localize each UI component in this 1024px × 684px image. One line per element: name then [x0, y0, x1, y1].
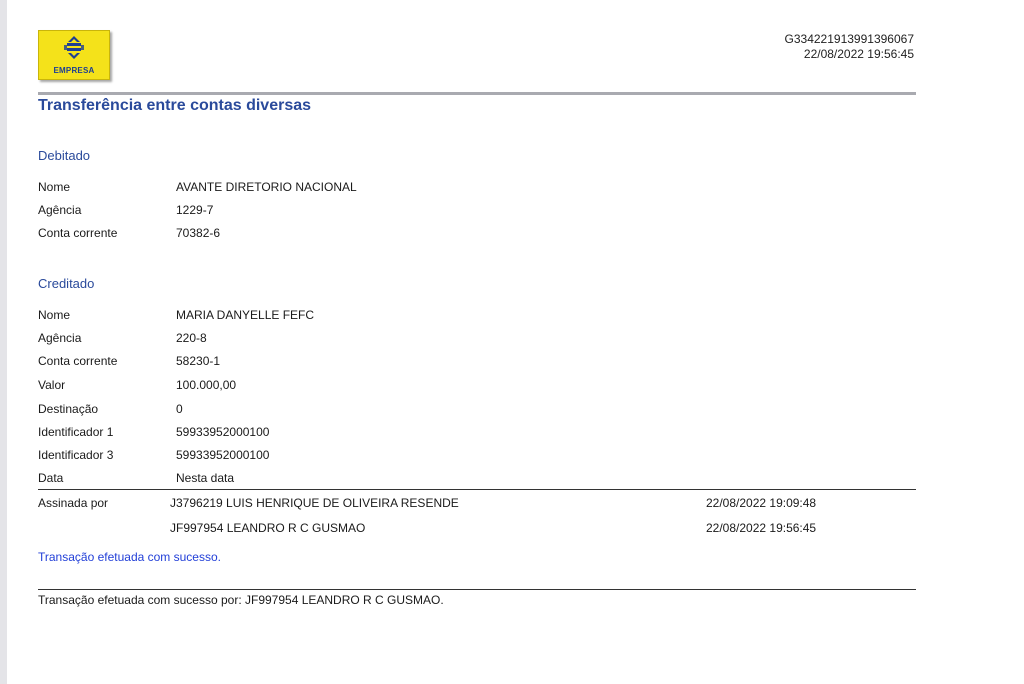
signature-datetime: 22/08/2022 19:56:45	[706, 521, 817, 535]
field-value: 1229-7	[176, 203, 214, 217]
document-datetime: 22/08/2022 19:56:45	[803, 47, 914, 61]
bb-symbol-icon	[61, 35, 87, 61]
title-divider	[38, 92, 916, 95]
page-title: Transferência entre contas diversas	[38, 97, 312, 114]
field-label: Conta corrente	[38, 226, 118, 240]
signer-name: JF997954 LEANDRO R C GUSMAO	[170, 521, 366, 535]
section-title-debitado: Debitado	[38, 148, 91, 163]
field-label: Conta corrente	[38, 354, 118, 368]
logo-label: EMPRESA	[53, 66, 95, 75]
field-value: 0	[176, 402, 183, 416]
signature-datetime: 22/08/2022 19:09:48	[706, 496, 817, 510]
field-value: 59933952000100	[176, 425, 270, 439]
field-value: 100.000,00	[176, 378, 237, 392]
bank-logo	[38, 30, 110, 80]
document-code: G334221913991396067	[784, 32, 914, 46]
field-value: 58230-1	[176, 354, 221, 368]
field-label: Nome	[38, 308, 71, 322]
field-value: MARIA DANYELLE FEFC	[176, 308, 315, 322]
page-left-edge	[0, 0, 7, 684]
field-label: Nome	[38, 180, 71, 194]
field-label: Valor	[38, 378, 66, 392]
signer-name: J3796219 LUIS HENRIQUE DE OLIVEIRA RESENDE	[170, 496, 459, 510]
field-value: AVANTE DIRETORIO NACIONAL	[176, 180, 357, 194]
field-label: Data	[38, 471, 64, 485]
signatures-label: Assinada por	[38, 496, 109, 510]
field-label: Identificador 3	[38, 448, 114, 462]
status-message: Transação efetuada com sucesso.	[38, 550, 221, 564]
section-title-creditado: Creditado	[38, 276, 95, 291]
field-label: Destinação	[38, 402, 99, 416]
document-header-info	[785, 32, 914, 62]
field-label: Agência	[38, 331, 82, 345]
field-label: Identificador 1	[38, 425, 114, 439]
field-label: Agência	[38, 203, 82, 217]
field-value: 220-8	[176, 331, 207, 345]
signatures-divider	[38, 489, 916, 490]
field-value: 59933952000100	[176, 448, 270, 462]
footer-divider	[38, 589, 916, 590]
field-value: 70382-6	[176, 226, 221, 240]
field-value: Nesta data	[176, 471, 235, 485]
footer-message: Transação efetuada com sucesso por: JF997954 LEANDRO R C GUSMAO.	[38, 593, 444, 607]
